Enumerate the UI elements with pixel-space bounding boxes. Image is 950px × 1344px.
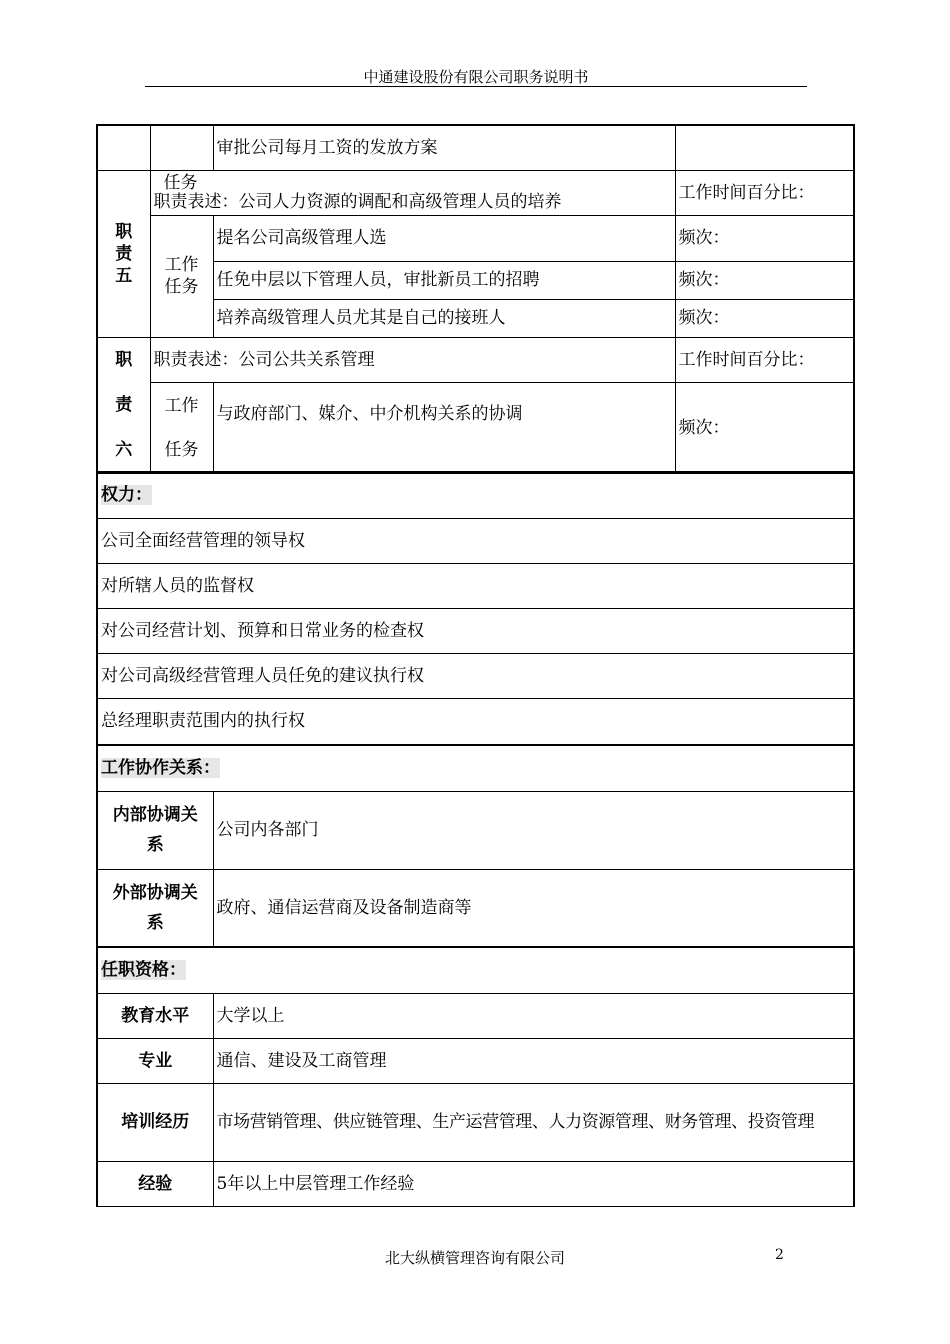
education-label: 教育水平 [97,993,213,1038]
duty6-char-2: 责 [115,394,133,415]
external-relation-value: 政府、通信运营商及设备制造商等 [213,869,854,947]
duty6-char-1: 职 [115,349,133,370]
duty6-char-3: 六 [115,439,133,460]
internal-relation-label: 内部协调关 系 [97,791,213,869]
experience-value: 5年以上中层管理工作经验 [213,1161,854,1206]
duty5-percent-label: 工作时间百分比： [675,170,854,215]
power-item: 总经理职责范围内的执行权 [97,698,854,744]
relations-title: 工作协作关系： [97,745,854,791]
duties-table [96,124,855,474]
education-value: 大学以上 [213,993,854,1038]
page-number: 2 [775,1247,784,1263]
major-label: 专业 [97,1038,213,1083]
duty5-task-overflow: 任务 [163,172,198,193]
duty5-char-1: 职 [115,221,133,242]
power-item: 对公司高级经营管理人员任免的建议执行权 [97,653,854,698]
external-relation-label: 外部协调关 系 [97,869,213,947]
header-rule [145,86,807,87]
powers-table [96,471,855,745]
duty5-task-1: 提名公司高级管理人选 [213,215,675,261]
internal-relation-value: 公司内各部门 [213,791,854,869]
footer-company: 北大纵横管理咨询有限公司 [384,1249,565,1267]
duty6-percent-label: 工作时间百分比： [675,337,854,382]
duty5-char-2: 责 [115,243,133,264]
duty6-statement: 职责表述：公司公共关系管理 [150,337,675,382]
prev-work-label [150,125,213,170]
training-value: 市场营销管理、供应链管理、生产运营管理、人力资源管理、财务管理、投资管理 [213,1083,854,1161]
prev-duty-label [97,125,150,170]
qualifications-table [96,946,855,1207]
duty5-char-3: 五 [115,265,133,286]
duty5-statement: 职责表述：公司人力资源的调配和高级管理人员的培养 [153,191,562,212]
duty6-work-label: 工作 任务 [150,382,213,473]
duty5-task-3: 培养高级管理人员尤其是自己的接班人 [213,299,675,337]
duty5-freq-3: 频次： [675,299,854,337]
duty5-work-label: 工作 任务 [150,215,213,337]
major-value: 通信、建设及工商管理 [213,1038,854,1083]
power-item: 对公司经营计划、预算和日常业务的检查权 [97,608,854,653]
prev-task-text: 审批公司每月工资的发放方案 [213,125,675,170]
duty6-freq: 频次： [675,382,854,473]
relations-table [96,744,855,948]
power-item: 对所辖人员的监督权 [97,563,854,608]
duty5-freq-1: 频次： [675,215,854,261]
powers-title: 权力： [97,472,854,518]
power-item: 公司全面经营管理的领导权 [97,518,854,563]
duty5-freq-2: 频次： [675,261,854,299]
experience-label: 经验 [97,1161,213,1206]
duty5-task-2: 任免中层以下管理人员，审批新员工的招聘 [213,261,675,299]
qualifications-title: 任职资格： [97,947,854,993]
duty5-statement-cell [150,170,675,215]
training-label: 培训经历 [97,1083,213,1161]
prev-task-freq [675,125,854,170]
document-header: 中通建设股份有限公司职务说明书 [363,68,589,86]
duty5-label [97,170,150,337]
duty6-label [97,337,150,473]
duty6-task: 与政府部门、媒介、中介机构关系的协调 [213,382,675,473]
